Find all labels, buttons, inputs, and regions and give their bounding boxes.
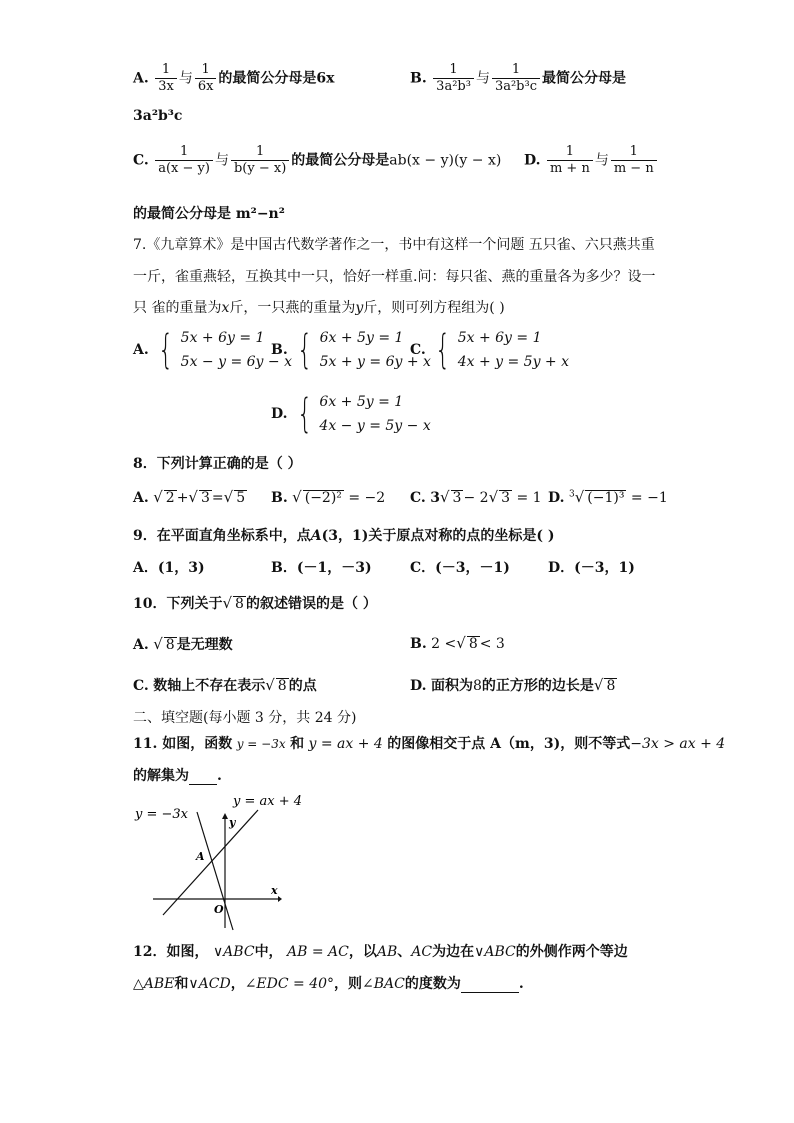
x-axis-label: x (271, 884, 278, 897)
option-label: C. (410, 490, 426, 506)
math-expression: = −1 (630, 490, 668, 506)
q7-stem-line3 (133, 297, 505, 317)
q7-option-a (133, 326, 292, 374)
angle: ∠BAC (362, 976, 405, 992)
sqrt-icon: √ (222, 594, 233, 612)
text: 与 (214, 152, 229, 169)
brace-icon: { (435, 327, 451, 373)
option-label: C. (133, 152, 149, 169)
option-label: C. (133, 678, 149, 694)
q9-option-d: D．(－3，1) (548, 560, 635, 576)
equation: 4x + y = 5y + x (457, 354, 570, 370)
q11-graph (133, 788, 303, 933)
segment: AC (411, 944, 433, 960)
fraction: $\frac{1}{3x}$ (155, 62, 177, 95)
q9-option-a: A．(1，3) (133, 560, 205, 576)
equation-system (430, 326, 569, 374)
function-graph (133, 788, 303, 933)
text: 和 (290, 736, 305, 752)
option-text: 面积为 (430, 678, 473, 694)
label-f1: y = −3x (135, 807, 188, 822)
text: 和 (174, 976, 189, 992)
segment: AB (376, 944, 398, 960)
q6-option-a (133, 62, 335, 95)
option-label: A. (133, 70, 149, 87)
answer-blank[interactable] (461, 976, 519, 993)
option-text: 是无理数 (176, 637, 233, 653)
point-label: A (310, 528, 322, 544)
radicand: 8 (606, 678, 616, 694)
radicand: 3 (200, 490, 210, 506)
sqrt-icon: √ (153, 488, 163, 506)
option-label: B. (410, 636, 427, 652)
section-heading: 二、填空题(每小题 3 分，共 24 分) (133, 710, 357, 726)
math-expression: − 2 (463, 490, 489, 506)
sqrt-icon: √ (439, 488, 450, 506)
fraction: $\frac{1}{6x}$ (195, 62, 217, 95)
equation: 5x + 6y = 1 (180, 330, 265, 346)
brace-icon: { (158, 327, 174, 373)
q10-option-c (133, 675, 317, 695)
q8-option-a (133, 488, 247, 506)
root-index: 3 (568, 489, 575, 500)
text: ，则 (334, 976, 363, 992)
text: 、 (397, 944, 412, 960)
equation: 5x − y = 6y − x (180, 354, 292, 370)
q6-option-b-continued: 3a²b³c (133, 108, 183, 124)
text: 与 (178, 70, 193, 87)
operator: = (211, 490, 224, 506)
radicand: 8 (165, 637, 175, 653)
sqrt-icon: √ (153, 635, 163, 653)
text: 为边在 (432, 944, 475, 960)
q8-option-c (410, 488, 542, 506)
q10-option-d (410, 675, 617, 695)
text: . (217, 768, 222, 784)
triangle: △ABE (133, 976, 175, 992)
radicand: 8 (235, 596, 244, 612)
text: 与 (475, 70, 490, 87)
option-label: A. (133, 490, 149, 506)
cube-root-icon: √ (574, 488, 585, 506)
fraction: $\frac{1}{\text{3a²b³}}$ (433, 62, 474, 95)
equation: 6x + 5y = 1 (319, 394, 404, 410)
number: 8 (472, 678, 482, 694)
radicand: 8 (468, 636, 478, 652)
function-expression: y = ax + 4 (308, 736, 383, 752)
text: 10．下列关于 (133, 596, 223, 612)
text: 中， (254, 944, 283, 960)
variable: y (355, 300, 364, 316)
option-label: B. (271, 490, 288, 506)
sqrt-icon: √ (265, 676, 275, 694)
text: 的图像相交于点 A（m，3)，则不等式 (387, 736, 631, 752)
sqrt-icon: √ (593, 676, 604, 694)
q12-stem-line1 (133, 941, 628, 961)
point-a-label: A (196, 850, 205, 863)
q10-option-b (410, 634, 505, 652)
q8-stem: 8．下列计算正确的是（ ） (133, 456, 302, 472)
coefficient: 3 (430, 490, 440, 506)
math-expression: ab(x − y)(y − x) (389, 152, 502, 169)
q6-option-d-continued: 的最简公分母是 m²−n² (133, 206, 285, 222)
math-expression: = 1 (516, 490, 542, 506)
radicand: 8 (277, 678, 287, 694)
text: 的外侧作两个等边 (515, 944, 628, 960)
q6-option-c (133, 144, 501, 177)
text: ，以 (348, 944, 377, 960)
q10-stem (133, 593, 377, 613)
radicand: (−2)² (304, 490, 342, 506)
text: 9．在平面直角坐标系中，点 (133, 528, 311, 544)
q6-option-b (410, 62, 626, 95)
sqrt-icon: √ (456, 634, 466, 652)
inequality: −3x > ax + 4 (630, 736, 726, 752)
text: 的度数为 (404, 976, 461, 992)
triangle: ∨ACD (188, 976, 231, 992)
option-label: D. (548, 490, 565, 506)
y-axis-label: y (229, 816, 236, 829)
brace-icon: { (297, 327, 313, 373)
fraction: $\frac{1}{\text{3a²b³c}}$ (492, 62, 540, 95)
fraction: $\frac{1}{b(y - x)}$ (231, 144, 289, 177)
q7-option-b (271, 326, 431, 374)
option-text: 的点 (288, 678, 317, 694)
equation: 5x + y = 6y + x (319, 354, 431, 370)
option-label: D. (524, 152, 541, 169)
q12-stem-line2 (133, 973, 524, 993)
q9-option-c: C．(－3，－1) (410, 560, 510, 576)
q11-answer-line (133, 765, 222, 785)
text: 12．如图， (133, 944, 209, 960)
q8-option-d (548, 488, 668, 506)
radicand: 3 (452, 490, 462, 506)
q9-option-b: B．(－1，－3) (271, 560, 372, 576)
answer-blank[interactable] (189, 768, 217, 785)
radicand: 5 (236, 490, 246, 506)
q6-option-d (524, 144, 659, 177)
operator: + (176, 490, 189, 506)
y-axis-arrow-icon (222, 813, 228, 819)
fraction: $\frac{1}{m - n}$ (611, 144, 657, 177)
text: 只 雀的重量为 (133, 300, 222, 316)
x-axis-arrow-icon (278, 896, 282, 902)
sqrt-icon: √ (188, 488, 198, 506)
option-label: A. (133, 637, 149, 653)
option-label: D. (410, 678, 427, 694)
triangle: ∨ABC (474, 944, 516, 960)
angle: ∠EDC = 40° (244, 976, 335, 992)
equation: 4x − y = 5y − x (319, 418, 431, 434)
equation: AB = AC (287, 944, 349, 960)
text: 与 (594, 152, 609, 169)
q7-stem-line1: 7.《九章算术》是中国古代数学著作之一，书中有这样一个问题 五只雀、六只燕共重 (133, 237, 655, 253)
math-expression: 2 < (431, 636, 457, 652)
q7-option-d (271, 390, 431, 438)
variable: x (221, 300, 230, 316)
q9-stem (133, 525, 554, 545)
q10-option-a (133, 634, 233, 654)
option-label: B. (271, 342, 288, 358)
option-text: 的最简公分母是 (291, 152, 390, 169)
text: 斤，一只燕的重量为 (229, 300, 356, 316)
option-text: 的最简公分母是6x (218, 70, 335, 87)
radicand: 2 (165, 490, 175, 506)
radicand: 3 (501, 490, 511, 506)
equation: 5x + 6y = 1 (457, 330, 542, 346)
option-text: 数轴上不存在表示 (153, 678, 266, 694)
text: 11. 如图，函数 (133, 736, 233, 752)
triangle: ∨ABC (212, 944, 255, 960)
option-label: B. (410, 70, 427, 87)
radicand: (−1)³ (587, 490, 625, 506)
text: 的叙述错误的是（ ） (245, 596, 377, 612)
q7-option-c (410, 326, 569, 374)
text: 斤，则可列方程组为( ) (363, 300, 505, 316)
text: . (518, 976, 524, 992)
q7-stem-line2: 一斤，雀重燕轻，互换其中一只，恰好一样重.问：每只雀、燕的重量各为多少？设一 (133, 269, 656, 285)
origin-label: O (214, 903, 224, 916)
q11-stem (133, 733, 725, 753)
sqrt-icon: √ (292, 488, 302, 506)
label-f2: y = ax + 4 (233, 794, 303, 809)
sqrt-icon: √ (223, 488, 234, 506)
fraction: $\frac{1}{m + n}$ (547, 144, 593, 177)
brace-icon: { (297, 391, 313, 437)
option-label: D. (271, 406, 288, 422)
math-expression: < 3 (479, 636, 505, 652)
text: 的解集为 (133, 768, 189, 784)
equation: 6x + 5y = 1 (319, 330, 404, 346)
sqrt-icon: √ (488, 488, 499, 506)
function-expression: y = −3x (236, 737, 286, 751)
text: ， (230, 976, 245, 992)
fraction: $\frac{1}{a(x - y)}$ (155, 144, 213, 177)
text: (3，1)关于原点对称的点的坐标是( ) (321, 528, 555, 544)
equation-system (292, 390, 431, 438)
option-label: A. (133, 342, 149, 358)
option-label: C. (410, 342, 426, 358)
option-text: 的正方形的边长是 (481, 678, 594, 694)
option-text: 最简公分母是 (542, 70, 626, 87)
q8-option-b (271, 488, 385, 506)
math-expression: = −2 (348, 490, 386, 506)
